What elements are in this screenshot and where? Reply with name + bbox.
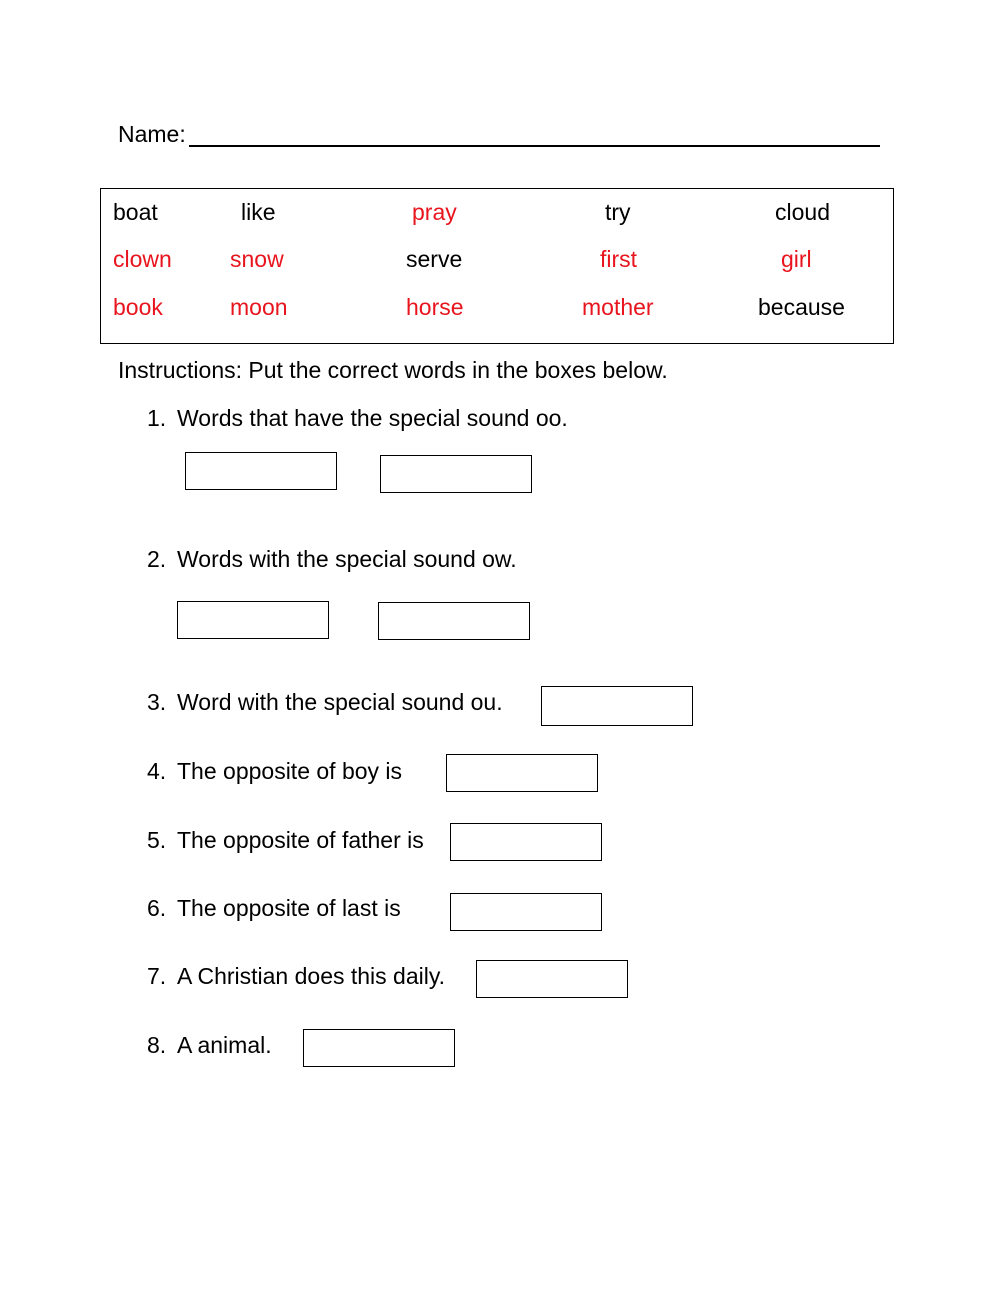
word-bank-word: pray — [412, 199, 457, 225]
word-bank-word: try — [605, 199, 631, 225]
question-number: 5. — [147, 827, 167, 853]
question-number: 8. — [147, 1032, 167, 1058]
answer-box[interactable] — [450, 823, 602, 861]
question-number: 2. — [147, 546, 167, 572]
word-bank-word: moon — [230, 294, 288, 320]
word-bank-word: clown — [113, 246, 172, 272]
question-text: The opposite of father is — [177, 827, 424, 853]
question-text: A Christian does this daily. — [177, 963, 446, 989]
word-bank-word: mother — [582, 294, 654, 320]
name-field[interactable] — [189, 145, 880, 147]
answer-box[interactable] — [446, 754, 598, 792]
word-bank-word: cloud — [775, 199, 830, 225]
question-number: 3. — [147, 689, 167, 715]
answer-box[interactable] — [303, 1029, 455, 1067]
question-text: A animal. — [177, 1032, 272, 1058]
answer-box[interactable] — [177, 601, 329, 639]
word-bank-word: book — [113, 294, 163, 320]
question-number: 7. — [147, 963, 167, 989]
question-number: 6. — [147, 895, 167, 921]
answer-box[interactable] — [541, 686, 693, 726]
answer-box[interactable] — [380, 455, 532, 493]
instructions: Instructions: Put the correct words in the boxes below. — [118, 357, 668, 383]
word-bank-word: snow — [230, 246, 284, 272]
question-text: Words with the special sound ow. — [177, 546, 517, 572]
answer-box[interactable] — [450, 893, 602, 931]
answer-box[interactable] — [476, 960, 628, 998]
question-text: Words that have the special sound oo. — [177, 405, 568, 431]
question-text: The opposite of boy is — [177, 758, 403, 784]
word-bank-word: like — [241, 199, 276, 225]
word-bank-word: first — [600, 246, 638, 272]
answer-box[interactable] — [185, 452, 337, 490]
question-number: 1. — [147, 405, 167, 431]
question-number: 4. — [147, 758, 167, 784]
word-bank-word: because — [758, 294, 845, 320]
question-text: The opposite of last is — [177, 895, 401, 921]
question-text: Word with the special sound ou. — [177, 689, 503, 715]
word-bank-word: serve — [406, 246, 463, 272]
word-bank-word: horse — [406, 294, 464, 320]
answer-box[interactable] — [378, 602, 530, 640]
word-bank-word: boat — [113, 199, 158, 225]
name-label: Name: — [118, 121, 186, 147]
word-bank-word: girl — [781, 246, 812, 272]
